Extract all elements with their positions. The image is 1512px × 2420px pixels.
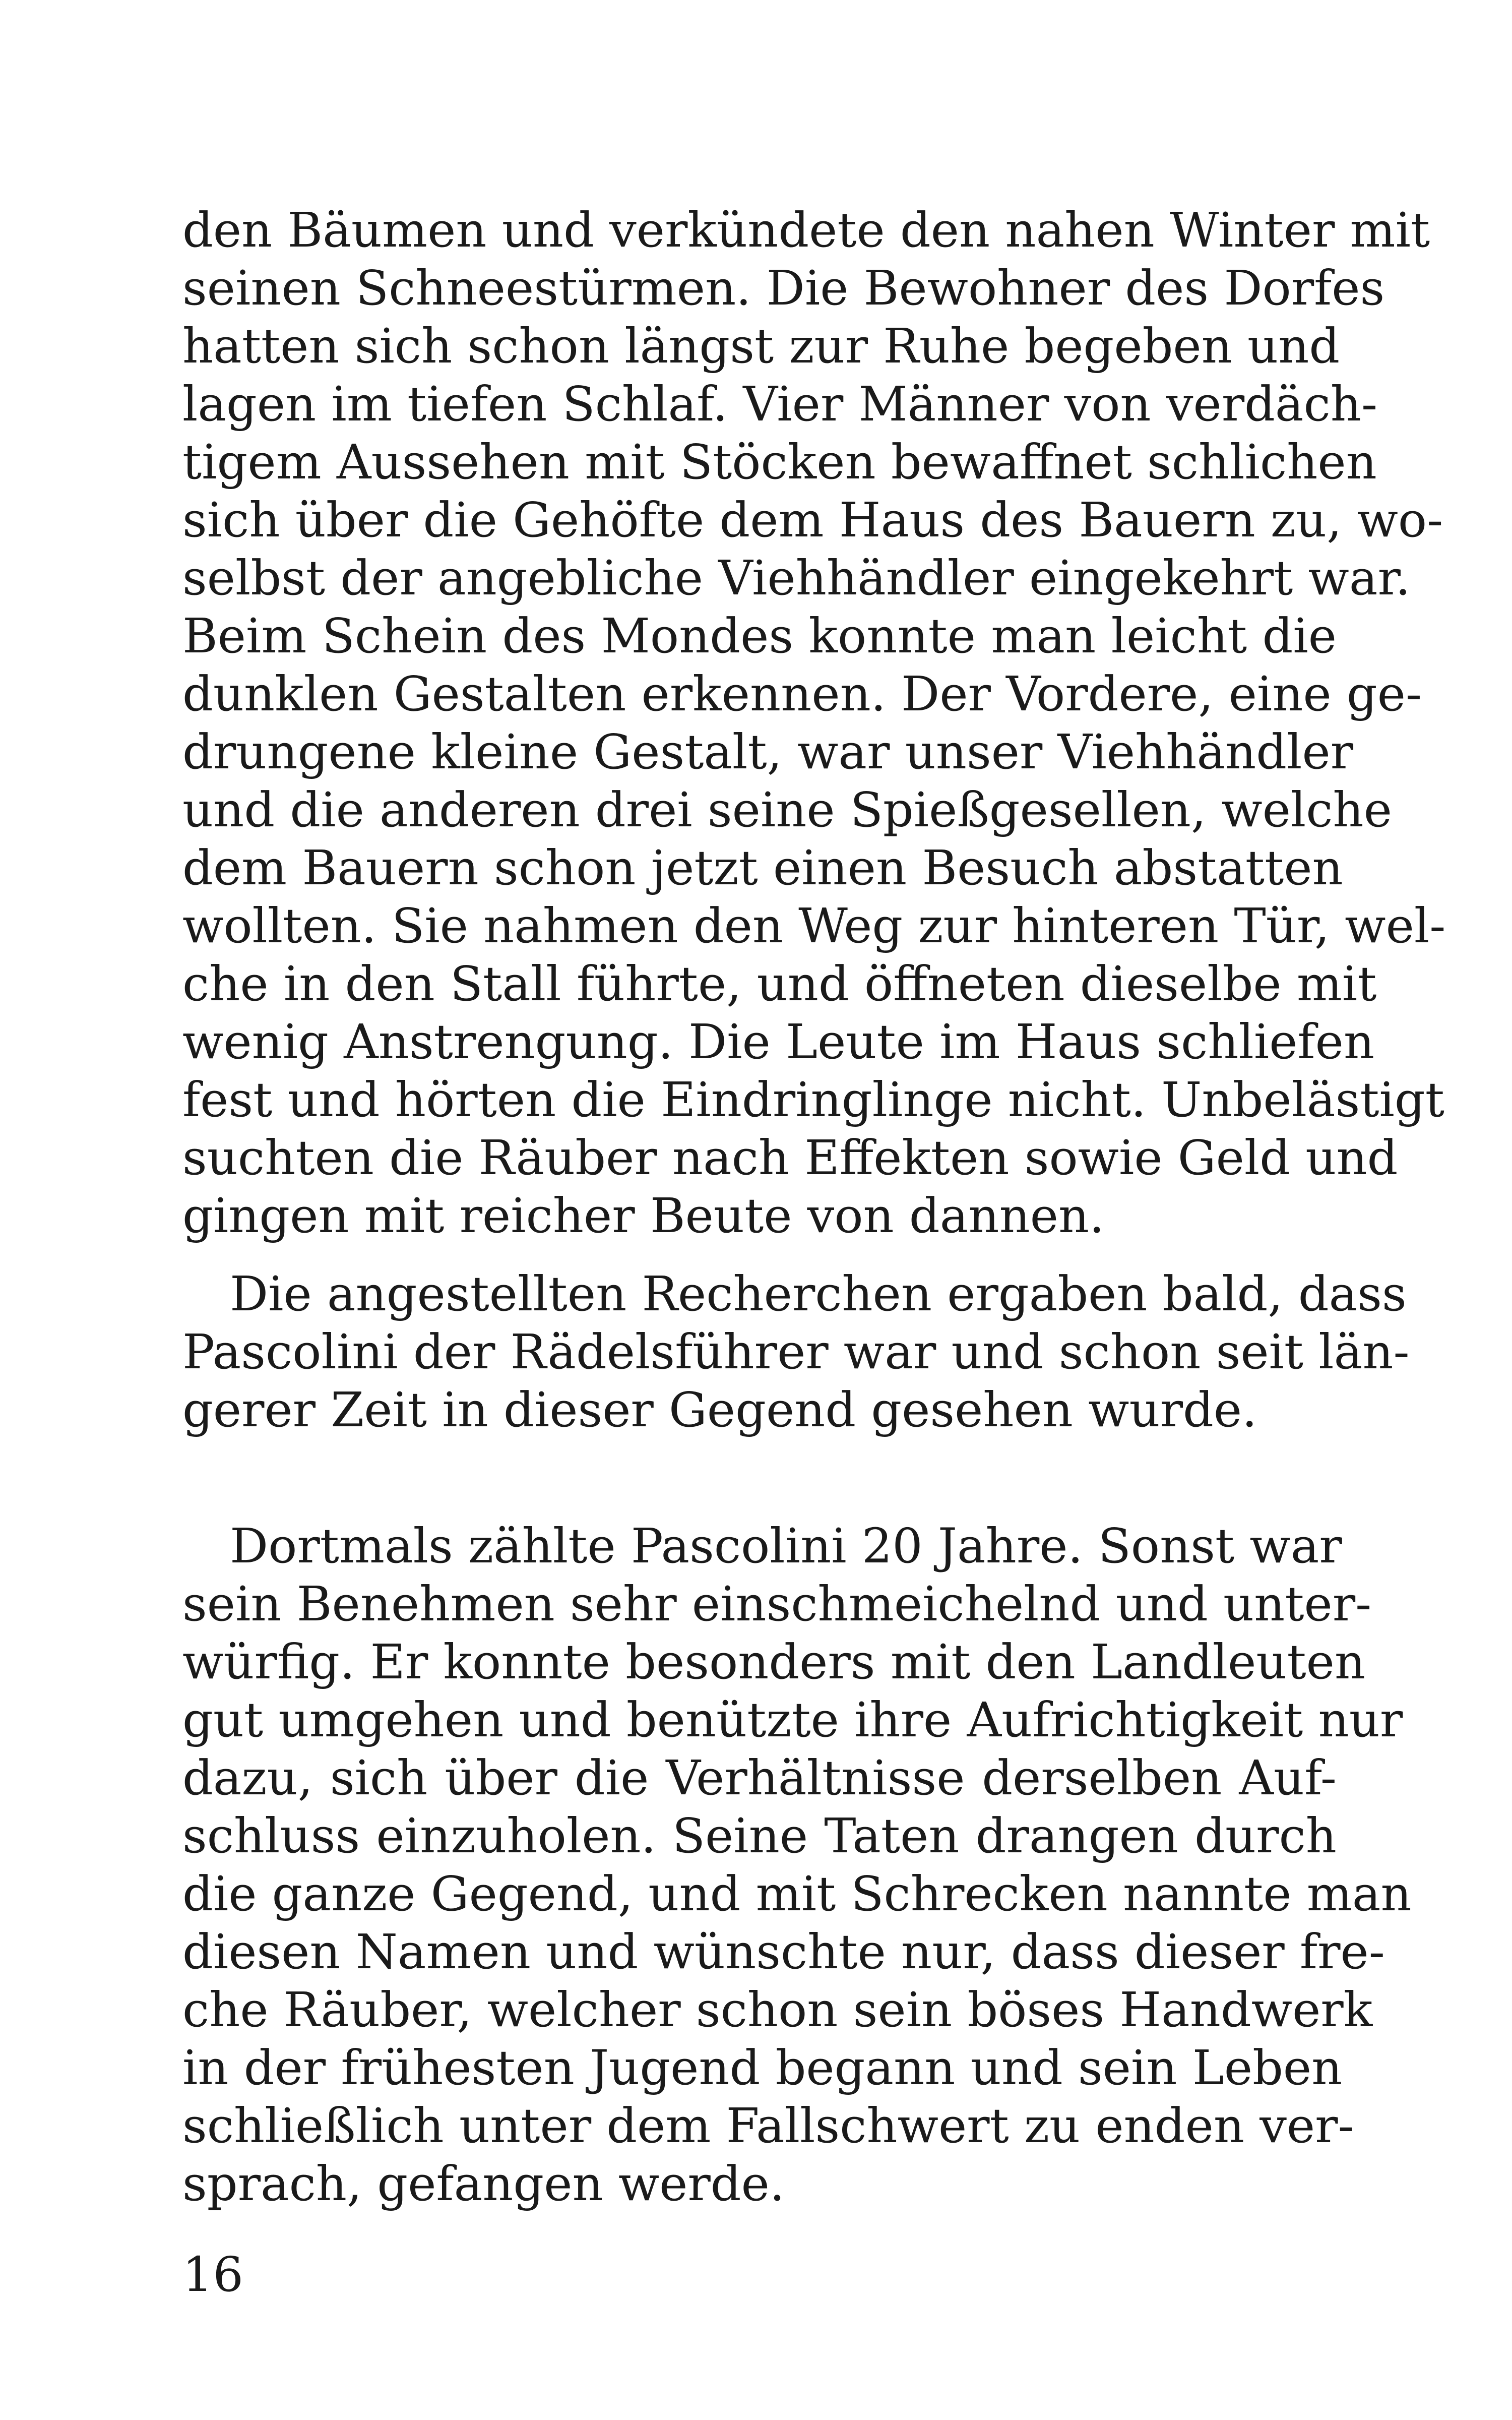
text-line: die ganze Gegend, und mit Schrecken nannte man [182,1866,1412,1922]
text-line: gerer Zeit in dieser Gegend gesehen wurde. [182,1382,1257,1438]
text-line: Pascolini der Rädelsführer war und schon seit län- [182,1324,1410,1380]
text-line: suchten die Räuber nach Effekten sowie Geld und [182,1130,1398,1186]
text-line: fest und hörten die Eindringlinge nicht. Unbelästigt [182,1072,1444,1128]
text-line: selbst der angebliche Viehhändler eingekehrt war. [182,551,1411,606]
text-line: gingen mit reicher Beute von dannen. [182,1188,1105,1244]
text-line: tigem Aussehen mit Stöcken bewaffnet schlichen [182,435,1377,490]
text-line: Die angestellten Recherchen ergaben bald, dass [230,1266,1407,1322]
text-line: gut umgehen und benützte ihre Aufrichtigkeit nur [182,1692,1403,1748]
text-line: seinen Schneestürmen. Die Bewohner des Dorfes [182,261,1385,316]
text-line: lagen im tiefen Schlaf. Vier Männer von verdäch- [182,377,1378,432]
text-line: dunklen Gestalten erkennen. Der Vordere, eine ge- [182,667,1422,722]
page-body [182,202,1446,2213]
paragraph-3 [182,1518,1412,2213]
paragraph-2 [182,1265,1410,1439]
text-line: Dortmals zählte Pascolini 20 Jahre. Sonst war [230,1519,1342,1574]
text-line: drungene kleine Gestalt, war unser Viehhändler [182,724,1354,780]
text-line: che in den Stall führte, und öffneten dieselbe mit [182,956,1377,1012]
text-line: wenig Anstrengung. Die Leute im Haus schliefen [182,1014,1375,1070]
text-line: wollten. Sie nahmen den Weg zur hinteren Tür, wel- [182,898,1446,954]
text-line: diesen Namen und wünschte nur, dass dieser fre- [182,1924,1385,1980]
text-line: würfig. Er konnte besonders mit den Landleuten [182,1635,1366,1690]
text-line: den Bäumen und verkündete den nahen Winter mit [182,203,1430,258]
text-line: hatten sich schon längst zur Ruhe begeben und [182,319,1340,374]
text-line: sich über die Gehöfte dem Haus des Bauern zu, wo- [182,493,1443,548]
text-line: schließlich unter dem Fallschwert zu enden ver- [182,2098,1354,2154]
text-line: Beim Schein des Mondes konnte man leicht die [182,609,1337,664]
text-line: dazu, sich über die Verhältnisse derselben Auf- [182,1750,1337,1806]
text-line: sprach, gefangen werde. [182,2156,785,2212]
text-line: schluss einzuholen. Seine Taten drangen durch [182,1808,1337,1864]
paragraph-1 [182,202,1446,1245]
text-line: sein Benehmen sehr einschmeichelnd und unter- [182,1577,1372,1632]
text-line: dem Bauern schon jetzt einen Besuch abstatten [182,840,1343,896]
section-spacer [182,1439,1337,1518]
text-line: in der frühesten Jugend begann und sein Leben [182,2040,1343,2096]
page-number: 16 [182,2247,243,2303]
paragraph-spacer [182,1245,1337,1265]
text-line: che Räuber, welcher schon sein böses Handwerk [182,1982,1373,2038]
text-line: und die anderen drei seine Spießgesellen, welche [182,782,1392,838]
